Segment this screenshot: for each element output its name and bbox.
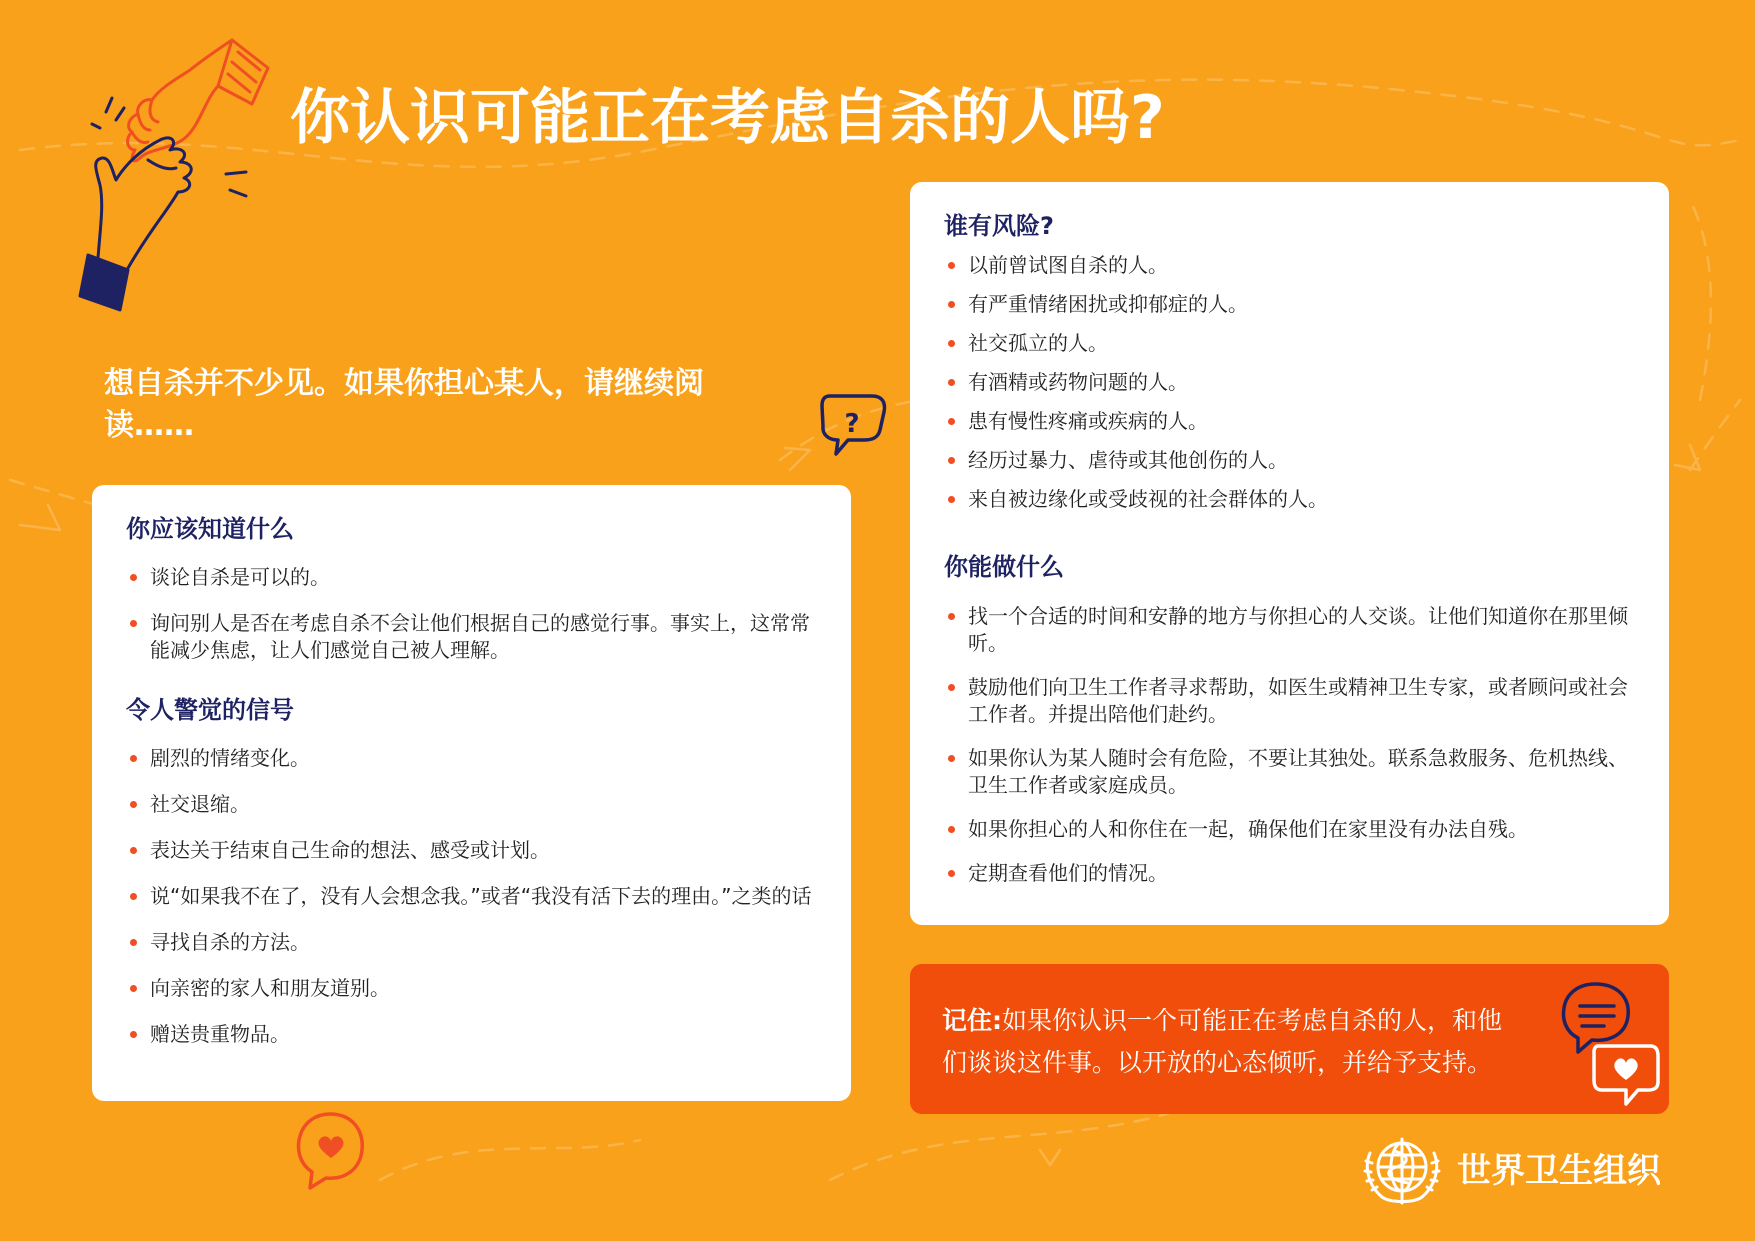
remember-callout xyxy=(910,964,1669,1114)
bullet-icon xyxy=(948,262,955,269)
list-item xyxy=(944,745,1635,799)
bullet-icon xyxy=(948,340,955,347)
who-emblem-icon xyxy=(1356,1133,1448,1211)
list-item-text: 找一个合适的时间和安静的地方与你担心的人交谈。让他们知道你在那里倾听。 xyxy=(968,604,1628,655)
list-item xyxy=(944,816,1635,843)
bullet-icon xyxy=(948,301,955,308)
bullet-icon xyxy=(130,620,137,627)
remember-text: 如果你认识一个可能正在考虑自杀的人，和他们谈谈这件事。以开放的心态倾听，并给予支持。 xyxy=(942,1006,1503,1077)
intro-text: 想自杀并不少见。如果你担心某人，请继续阅读…… xyxy=(104,366,704,443)
list-item-text: 定期查看他们的情况。 xyxy=(968,861,1168,885)
section-heading-what-you-can-do: 你能做什么 xyxy=(944,553,1064,581)
bullet-icon xyxy=(948,457,955,464)
list-item xyxy=(126,883,817,910)
list-item xyxy=(126,791,817,818)
who-logo xyxy=(1356,1133,1676,1211)
list-item xyxy=(944,486,1635,513)
list-item-text: 患有慢性疼痛或疾病的人。 xyxy=(968,409,1208,433)
list-item xyxy=(126,610,817,664)
section-heading-what-to-know: 你应该知道什么 xyxy=(126,515,294,543)
list-item xyxy=(944,674,1635,728)
list-item-text: 询问别人是否在考虑自杀不会让他们根据自己的感觉行事。事实上，这常常能减少焦虑，让人们感觉自己被人理解。 xyxy=(150,611,810,662)
what-you-can-do-list xyxy=(944,603,1635,887)
bullet-icon xyxy=(948,870,955,877)
list-item-text: 表达关于结束自己生命的想法、感受或计划。 xyxy=(150,838,550,862)
list-item xyxy=(126,975,817,1002)
list-item-text: 谈论自杀是可以的。 xyxy=(150,565,330,589)
what-to-know-list xyxy=(126,564,817,664)
bullet-icon xyxy=(130,939,137,946)
list-item xyxy=(944,603,1635,657)
list-item xyxy=(126,837,817,864)
bullet-icon xyxy=(948,418,955,425)
list-item xyxy=(126,745,817,772)
list-item-text: 以前曾试图自杀的人。 xyxy=(968,253,1168,277)
list-item-text: 寻找自杀的方法。 xyxy=(150,930,310,954)
list-item-text: 经历过暴力、虐待或其他创伤的人。 xyxy=(968,448,1288,472)
list-item xyxy=(944,447,1635,474)
list-item-text: 如果你担心的人和你住在一起，确保他们在家里没有办法自残。 xyxy=(968,817,1528,841)
list-item-text: 赠送贵重物品。 xyxy=(150,1022,290,1046)
list-item xyxy=(126,929,817,956)
list-item-text: 有严重情绪困扰或抑郁症的人。 xyxy=(968,292,1248,316)
message-speech-bubble-icon xyxy=(910,964,1669,1114)
list-item-text: 有酒精或药物问题的人。 xyxy=(968,370,1188,394)
list-item xyxy=(944,252,1635,279)
list-item-text: 社交孤立的人。 xyxy=(968,331,1108,355)
section-heading-who-is-at-risk: 谁有风险? xyxy=(944,212,1054,240)
bullet-icon xyxy=(948,496,955,503)
list-item-text: 向亲密的家人和朋友道别。 xyxy=(150,976,390,1000)
list-item-text: 社交退缩。 xyxy=(150,792,250,816)
bullet-icon xyxy=(948,684,955,691)
remember-label: 记住: xyxy=(942,1006,1002,1035)
who-is-at-risk-card xyxy=(910,182,1669,925)
bullet-icon xyxy=(948,379,955,386)
who-org-name: 世界卫生组织 xyxy=(1457,1151,1661,1191)
bullet-icon xyxy=(948,613,955,620)
bullet-icon xyxy=(948,755,955,762)
list-item xyxy=(944,291,1635,318)
page-title: 你认识可能正在考虑自杀的人吗? xyxy=(290,83,1165,153)
list-item-text: 剧烈的情绪变化。 xyxy=(150,746,310,770)
what-to-know-card xyxy=(92,485,851,1101)
list-item xyxy=(126,1021,817,1048)
list-item xyxy=(944,369,1635,396)
list-item xyxy=(944,860,1635,887)
section-heading-warning-signs: 令人警觉的信号 xyxy=(126,696,294,724)
list-item-text: 说“如果我不在了，没有人会想念我。”或者“我没有活下去的理由。”之类的话 xyxy=(150,884,812,908)
list-item-text: 如果你认为某人随时会有危险，不要让其独处。联系急救服务、危机热线、卫生工作者或家庭成员。 xyxy=(968,746,1628,797)
bullet-icon xyxy=(130,847,137,854)
bullet-icon xyxy=(130,985,137,992)
who-is-at-risk-list xyxy=(944,252,1635,513)
bullet-icon xyxy=(130,893,137,900)
list-item xyxy=(944,330,1635,357)
warning-signs-list xyxy=(126,745,817,1048)
bullet-icon xyxy=(130,574,137,581)
bullet-icon xyxy=(130,801,137,808)
list-item xyxy=(944,408,1635,435)
list-item-text: 来自被边缘化或受歧视的社会群体的人。 xyxy=(968,487,1328,511)
bullet-icon xyxy=(130,755,137,762)
list-item xyxy=(126,564,817,591)
svg-text:?: ? xyxy=(844,409,860,439)
list-item-text: 鼓励他们向卫生工作者寻求帮助，如医生或精神卫生专家，或者顾问或社会工作者。并提出陪他们赴约。 xyxy=(968,675,1628,726)
bullet-icon xyxy=(130,1031,137,1038)
bullet-icon xyxy=(948,826,955,833)
